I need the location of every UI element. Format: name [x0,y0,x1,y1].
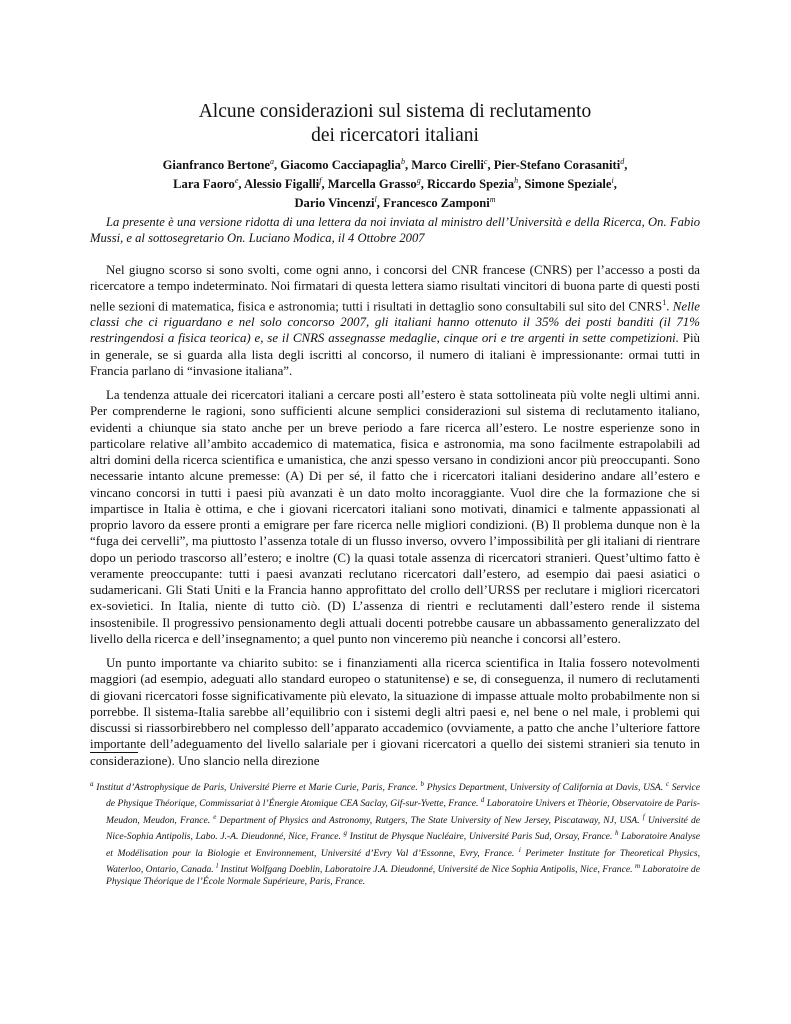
affiliation-mark: d [620,157,625,166]
affiliation-mark: c [483,157,488,166]
author-name: Riccardo Spezia [426,177,515,192]
author-name: Simone Speziale [524,177,612,192]
affiliation-mark: e [234,176,239,186]
affiliation-mark: i [611,176,614,186]
affiliation-mark: m [489,195,496,205]
author-name: Giacomo Cacciapaglia [280,158,401,173]
author-name: Gianfranco Bertone [162,158,270,173]
author-list [90,154,700,212]
paragraph-1: Nel giugno scorso si sono svolti, come ogni anno, i concorsi del CNR francese (CNRS) per l’accesso a posti da ricercatore a tempo indeterminato. Noi firmatari di questa lettera siamo risultati vincitori di buona parte di questi posti nelle sezioni di matematica, fisica e astronomia; tutti i risultati in dettaglio sono consultabili sul sito del CNRS$^1$. Nelle classi che ci riguardano e nel solo concorso 2007, gli italiani hanno ottenuto il 35% dei posti banditi (il 71% restringendosi a fisica teorica) e, se il CNRS assegnasse medaglie, cinque ori e tre argenti in sette competizioni. Più in generale, se si guarda alla lista degli iscritti al concorso, il numero di italiani è impressionante: ormai tutti in Francia parlano di “invasione italiana”. [90,263,700,378]
title-line-1: Alcune considerazioni sul sistema di reclutamento [198,101,592,122]
title-line-2: dei ricercatori italiani [311,125,479,146]
author-name: Marco Cirelli [411,158,484,173]
affiliation-mark: b [400,157,405,166]
paragraph-3: Un punto importante va chiarito subito: se i finanziamenti alla ricerca scientifica in Italia fossero notevolmenti maggiori (ad esempio, adeguati allo standard europeo o statunitense) e se, di conseguenza, il numero di reclutamenti di giovani ricercatori fosse significativamente più elevato, la situazione di impasse attuale molto probabilmente non si porrebbe. Il sistema-Italia sarebbe all’equilibrio con i sistemi degli altri paesi e, nel bene o nel male, i problemi qui discussi si riassorbirebbero nel complesso dell’apparato accademico (ovviamente, a patto che anche l’ulteriore fattore importante dell’adeguamento del livello salariale per i giovani ricercatori a quello dei sistemi stranieri sia tenuto in considerazione). Uno slancio nella direzione [90,656,700,768]
footnote-divider [90,752,138,753]
author-line: Dario Vincenzi$^l$, Francesco Zamponi$^m$ [294,195,496,211]
author-line: Lara Faoro$^e$, Alessio Figalli$^f$, Marcella Grasso$^g$, Riccardo Spezia$^h$, Simone Speziale$^i$, [173,176,617,192]
paper-title [90,100,700,148]
affiliations-footnote: $^a$ Institut d’Astrophysique de Paris, Université Pierre et Marie Curie, Paris, France. $^b$ Physics Department, University of California at Davis, USA. $^c$ Service de Physique Théorique, Commissariat à l’Énergie Atomique CEA Saclay, Gif-sur-Yvette, France. $^d$ Laboratoire Univers et Thèorie, Observatoire de Paris-Meudon, Meudon, France. $^e$ Department of Physics and Astronomy, Rutgers, The State University of New Jersey, Piscataway, NJ, USA. $^f$ Université de Nice-Sophia Antipolis, Labo. J.-A. Dieudonné, Nice, France. $^g$ Institut de Physque Nucléaire, Université Paris Sud, Orsay, France. $^h$ Laboratoire Analyse et Modélisation pour la Biologie et Environnement, Université d’Evry Val d’Essonne, Evry, France. $^i$ Perimeter Institute for Theoretical Physics, Waterloo, Ontario, Canada. $^l$ Institut Wolfgang Doeblin, Laboratoire J.A. Dieudonné, Université de Nice Sophia Antipolis, Nice, France. $^m$ Laboratoire de Physique Théorique de l’École Normale Supérieure, Paris, France. [90,780,700,888]
author-name: Pier-Stefano Corasaniti [493,158,621,173]
author-line: Gianfranco Bertone$^a$, Giacomo Cacciapaglia$^b$, Marco Cirelli$^c$, Pier-Stefano Corasaniti$^d$, [162,157,628,173]
affiliation-mark: h [514,176,519,186]
affiliation-mark: g [416,176,421,186]
footnote-marker: 1 [662,297,667,307]
author-name: Marcella Grasso [327,177,417,192]
body-text [90,262,700,777]
paragraph-2: La tendenza attuale dei ricercatori italiani a cercare posti all’estero è stata sottolineata più volte negli ultimi anni. Per comprenderne le ragioni, sono sufficienti alcune semplici considerazioni sul sistema di reclutamento italiano, evidenti a chiunque sia stato anche per un breve periodo a fare ricerca all’estero. Le nostre esperienze sono in particolare relative all’ambito accademico di matematica, fisica e astronomia, ma sono facilmente estrapolabili ad altri domini della ricerca scientifica e umanistica, che anzi spesso versano in condizioni ancor più preoccupanti. Sono necessarie intanto alcune premesse: (A) Di per sé, il fatto che i ricercatori italiani desiderino andare all’estero e vincano concorsi in tutti i paesi più avanzati è un dato molto incoraggiante. Vuol dire che la formazione che si impartisce in Italia è ottima, e che i giovani ricercatori italiani sono motivati, dinamici e talmente appassionati al proprio lavoro da essere pronti a emigrare per fare ricerca nelle migliori condizioni. (B) Il problema dunque non è la “fuga dei cervelli”, ma piuttosto l’assenza totale di un flusso inverso, ovvero l’impossibilità per gli italiani di rientrare dopo un periodo trascorso all’estero; e inoltre (C) la quasi totale assenza di ricercatori stranieri. Quest’ultimo fatto è veramente preoccupante: tutti i paesi avanzati reclutano ricercatori dall’estero, ad esempio dai paesi asiatici o sudamericani. Gli Stati Uniti e la Francia hanno approfittato del crollo dell’URSS per reclutare i migliori ricercatori ex-sovietici. In Italia, niente di tutto ciò. (D) L’assenza di rientri e reclutamenti dall’estero rende il sistema insostenibile. Il progressivo pensionamento degli attuali docenti potrebbe causare un abbassamento generalizzato del livello della ricerca e dell’insegnamento; a quel punto non vinceremo più neanche i concorsi all’estero. [90,388,700,646]
affiliation-mark: l [374,195,377,205]
author-name: Francesco Zamponi [383,196,490,211]
affiliation-mark: f [319,176,322,186]
emphasis-text: Nelle classi che ci riguardano e nel solo concorso 2007, gli italiani hanno ottenuto il 35% dei posti banditi (il 71% restringendosi a fisica teorica) e, se il CNRS assegnasse medaglie, cinque ori e tre argenti in sette competizioni. [90,298,700,346]
affiliation-mark: a [269,157,274,166]
author-name: Alessio Figalli [243,177,320,192]
author-name: Dario Vincenzi [294,196,375,211]
abstract-note: La presente è una versione ridotta di una lettera da noi inviata al ministro dell’Università e della Ricerca, On. Fabio Mussi, e al sottosegretario On. Luciano Modica, il 4 Ottobre 2007 [90,215,700,245]
author-name: Lara Faoro [173,177,235,192]
